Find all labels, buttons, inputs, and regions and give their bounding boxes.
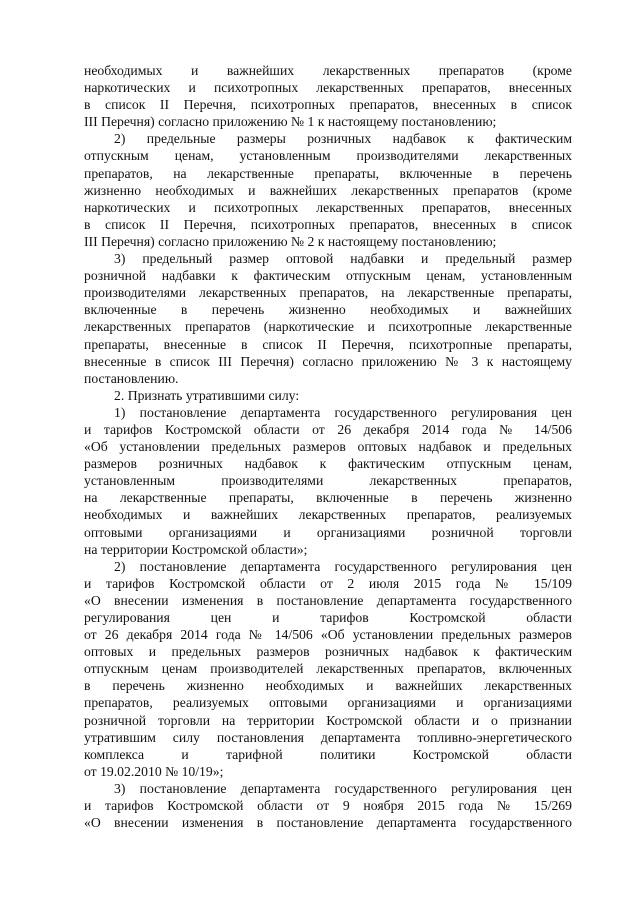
text-line: «О внесении изменения в постановление департамента государственного bbox=[84, 592, 572, 608]
text-line: и тарифов Костромской области от 26 декабря 2014 года № 14/506 bbox=[84, 421, 572, 437]
text-line: производителями лекарственных препаратов, на лекарственные препараты, bbox=[84, 285, 572, 301]
text-line: и тарифов Костромской области от 9 ноября 2015 года № 15/269 bbox=[84, 798, 572, 814]
text-line: препаратов, на лекарственные препараты, включенные в перечень bbox=[84, 165, 572, 181]
text-line: жизненно необходимых и важнейших лекарственных препаратов (кроме bbox=[84, 182, 572, 198]
text-line: комплекса и тарифной политики Костромской области bbox=[84, 746, 572, 762]
text-line: на лекарственные препараты, включенные в перечень жизненно bbox=[84, 490, 572, 506]
text-line: наркотических и психотропных лекарственных препаратов, внесенных bbox=[84, 80, 572, 96]
text-line: на территории Костромской области»; bbox=[84, 541, 308, 557]
text-line: 3) предельный размер оптовой надбавки и предельный размер bbox=[114, 251, 572, 267]
text-line: в список II Перечня, психотропных препаратов, внесенных в список bbox=[84, 216, 572, 232]
text-line: от 19.02.2010 № 10/19»; bbox=[84, 763, 224, 779]
text-line: регулирования цен и тарифов Костромской области bbox=[84, 610, 572, 625]
text-line: включенные в перечень жизненно необходимых и важнейших bbox=[84, 302, 572, 318]
text-line: постановлению. bbox=[84, 370, 179, 386]
text-line: утратившим силу постановления департамента топливно-энергетического bbox=[84, 729, 572, 745]
text-line: препараты, внесенные в список II Перечня, психотропные препараты, bbox=[84, 336, 572, 352]
text-line: 2) постановление департамента государственного регулирования цен bbox=[114, 558, 572, 574]
text-line: размеров розничных надбавок к фактическим отпускным ценам, bbox=[84, 456, 572, 472]
text-line: наркотических и психотропных лекарственных препаратов, внесенных bbox=[84, 199, 572, 215]
text-line: оптовых и предельных размеров розничных надбавок к фактическим bbox=[84, 644, 572, 660]
text-line: необходимых и важнейших лекарственных препаратов, реализуемых bbox=[84, 507, 572, 523]
text-line: 3) постановление департамента государственного регулирования цен bbox=[114, 780, 572, 796]
text-line: оптовыми организациями и организациями розничной торговли bbox=[84, 524, 572, 540]
text-line: и тарифов Костромской области от 2 июля 2015 года № 15/109 bbox=[84, 575, 572, 591]
document-body bbox=[84, 62, 572, 831]
text-line: «Об установлении предельных размеров оптовых надбавок и предельных bbox=[84, 439, 572, 455]
text-line: препаратов, реализуемых оптовыми организациями и организациями bbox=[84, 695, 572, 711]
text-line: установленным производителями лекарственных препаратов, bbox=[84, 473, 572, 489]
text-line: 2) предельные размеры розничных надбавок к фактическим bbox=[114, 131, 572, 147]
text-line: в список II Перечня, психотропных препаратов, внесенных в список bbox=[84, 97, 572, 113]
text-line: розничной торговли на территории Костромской области и о признании bbox=[84, 712, 572, 728]
text-line: «О внесении изменения в постановление департамента государственного bbox=[84, 815, 572, 831]
text-line: лекарственных препаратов (наркотические и психотропные лекарственные bbox=[84, 319, 572, 335]
text-line: III Перечня) согласно приложению № 2 к настоящему постановлению; bbox=[84, 233, 497, 249]
text-line: розничной надбавки к фактическим отпускным ценам, установленным bbox=[84, 268, 572, 284]
text-line: в перечень жизненно необходимых и важнейших лекарственных bbox=[84, 678, 572, 694]
text-line: 1) постановление департамента государственного регулирования цен bbox=[114, 404, 572, 420]
text-line: отпускным ценам, установленным производителями лекарственных bbox=[84, 148, 572, 164]
text-line: III Перечня) согласно приложению № 1 к настоящему постановлению; bbox=[84, 114, 497, 130]
text-line: необходимых и важнейших лекарственных препаратов (кроме bbox=[84, 63, 572, 78]
text-line: отпускным ценам производителей лекарственных препаратов, включенных bbox=[84, 661, 572, 677]
text-line: от 26 декабря 2014 года № 14/506 «Об установлении предельных размеров bbox=[84, 627, 572, 643]
text-line: внесенные в список III Перечня) согласно приложению № 3 к настоящему bbox=[84, 353, 572, 369]
text-line: 2. Признать утратившими силу: bbox=[114, 387, 300, 403]
